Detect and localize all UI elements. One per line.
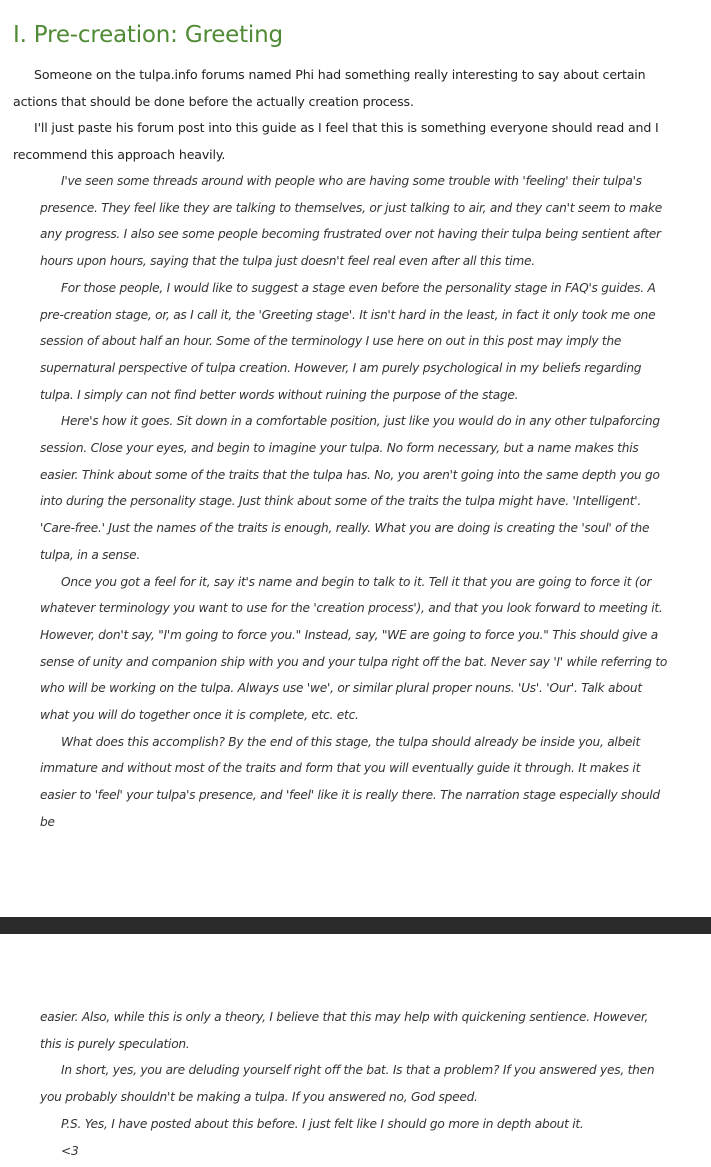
quote-paragraph: For those people, I would like to suggest a stage even before the personality stage in FAQ's guides. A pre-creation stage, or, as I call it, the 'Greeting stage'. It isn't hard in the least, in fact it only took me one session of about half an hour. Some of the terminology I use here on out in this post may imply the supernatural perspective of tulpa creation. However, I am purely psychological in my beliefs regarding tulpa. I simply can not find better words without ruining the purpose of the stage. [40, 280, 656, 402]
quote-paragraph: P.S. Yes, I have posted about this before. I just felt like I should go more in depth about it. [61, 1116, 584, 1131]
page-divider [0, 917, 711, 934]
quote-paragraph: What does this accomplish? By the end of this stage, the tulpa should already be inside you, albeit immature and without most of the traits and form that you will eventually guide it through. It makes it easier to 'feel' your tulpa's presence, and 'feel' like it is really there. The narration stage especially should be [40, 734, 660, 829]
quote-paragraph: In short, yes, you are deluding yourself right off the bat. Is that a problem? If you answered yes, then you probably shouldn't be making a tulpa. If you answered no, God speed. [40, 1063, 655, 1105]
quote-paragraph: Once you got a feel for it, say it's name and begin to talk to it. Tell it that you are going to force it (or whatever terminology you want to use for the 'creation process'), and that you look forward to meeting it. However, don't say, "I'm going to force you." Instead, say, "WE are going to force you." This should give a sense of unity and companion ship with you and your tulpa right off the bat. Never say 'I' while referring to who will be working on the tulpa. Always use 'we', or similar plural proper nouns. 'Us'. 'Our'. Talk about what you will do together once it is complete, etc. etc. [40, 574, 668, 723]
quote-paragraph: I've seen some threads around with people who are having some trouble with 'feeling' their tulpa's presence. They feel like they are talking to themselves, or just talking to air, and they can't seem to make any progress. I also see some people becoming frustrated over not having their tulpa being sentient after hours upon hours, saying that the tulpa just doesn't feel real even after all this time. [40, 174, 662, 269]
quoted-forum-post-continued [40, 1004, 670, 1164]
quoted-forum-post [40, 168, 670, 829]
quote-paragraph: Here's how it goes. Sit down in a comfortable position, just like you would do in any other tulpaforcing session. Close your eyes, and begin to imagine your tulpa. No form necessary, but a name makes this easier. Think about some of the traits that the tulpa has. No, you aren't going into the same depth you go into during the personality stage. Just think about some of the traits the tulpa might have. 'Intelligent'. 'Care-free.' Just the names of the traits is enough, really. What you are doing is creating the 'soul' of the tulpa, in a sense. [40, 414, 660, 562]
intro-paragraph: I'll just paste his forum post into this guide as I feel that this is something everyone should read and I recommend this approach heavily. [13, 120, 659, 162]
section-heading: I. Pre-creation: Greeting [13, 22, 283, 48]
quote-paragraph: easier. Also, while this is only a theory, I believe that this may help with quickening sentience. However, this is purely speculation. [40, 1010, 649, 1051]
intro-paragraph: Someone on the tulpa.info forums named Phi had something really interesting to say about certain actions that should be done before the actually creation process. [13, 67, 646, 109]
heart-sign-off: <3 [61, 1143, 79, 1158]
